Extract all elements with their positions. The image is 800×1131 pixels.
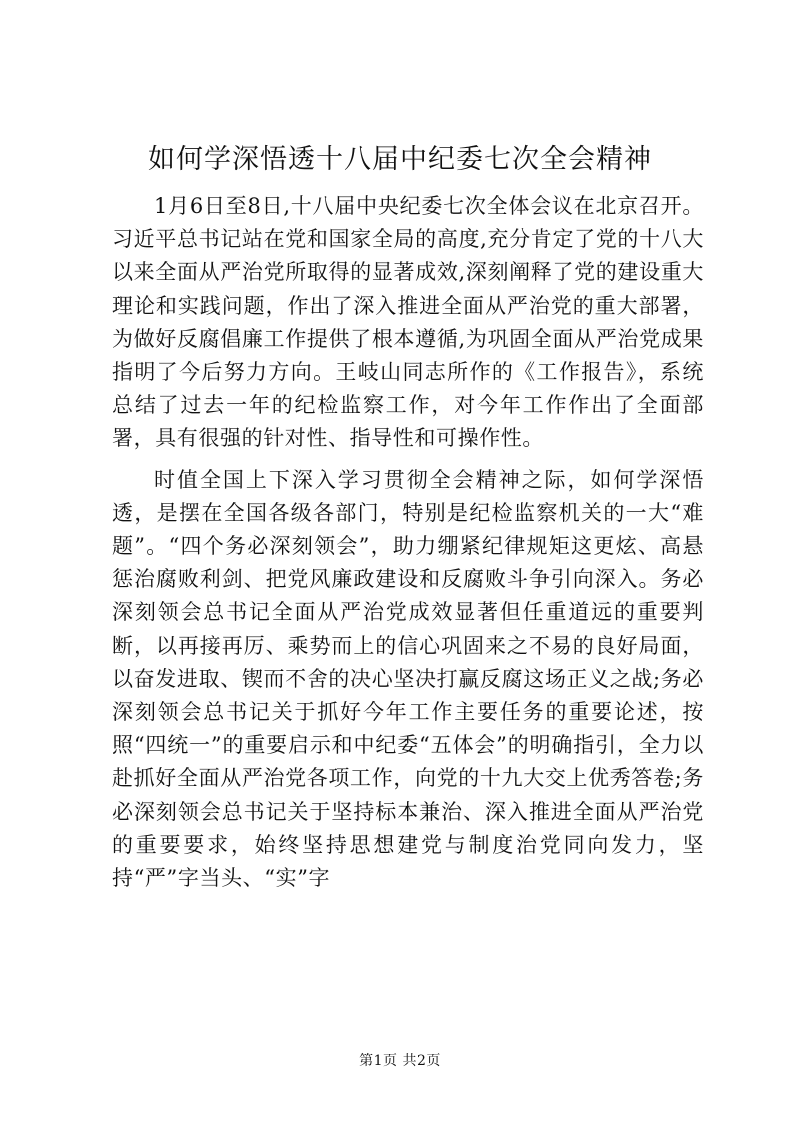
document-body [112,190,704,895]
page-number-footer: 第1页 共2页 [359,1053,441,1069]
paragraph-1: 1月6日至8日,十八届中央纪委七次全体会议在北京召开。习近平总书记站在党和国家全局的高度,充分肯定了党的十八大以来全面从严治党所取得的显著成效,深刻阐释了党的建设重大理论和实践问题，作出了深入推进全面从严治党的重大部署，为做好反腐倡廉工作提供了根本遵循,为巩固全面从严治党成果指明了今后努力方向。王岐山同志所作的《工作报告》，系统总结了过去一年的纪检监察工作，对今年工作作出了全面部署，具有很强的针对性、指导性和可操作性。 [112,194,704,451]
document-title: 如何学深悟透十八届中纪委七次全会精神 [148,144,652,175]
paragraph-2: 时值全国上下深入学习贯彻全会精神之际，如何学深悟透，是摆在全国各级各部门，特别是纪检监察机关的一大“难题”。“四个务必深刻领会”，助力绷紧纪律规矩这更炫、高悬惩治腐败利剑、把党风廉政建设和反腐败斗争引向深入。务必深刻领会总书记全面从严治党成效显著但任重道远的重要判断，以再接再厉、乘势而上的信心巩固来之不易的良好局面，以奋发进取、锲而不舍的决心坚决打赢反腐这场正义之战;务必深刻领会总书记关于抓好今年工作主要任务的重要论述，按照“四统一”的重要启示和中纪委“五体会”的明确指引，全力以赴抓好全面从严治党各项工作，向党的十九大交上优秀答卷;务必深刻领会总书记关于坚持标本兼治、深入推进全面从严治党的重要要求，始终坚持思想建党与制度治党同向发力，坚持“严”字当头、“实”字 [112,467,704,891]
